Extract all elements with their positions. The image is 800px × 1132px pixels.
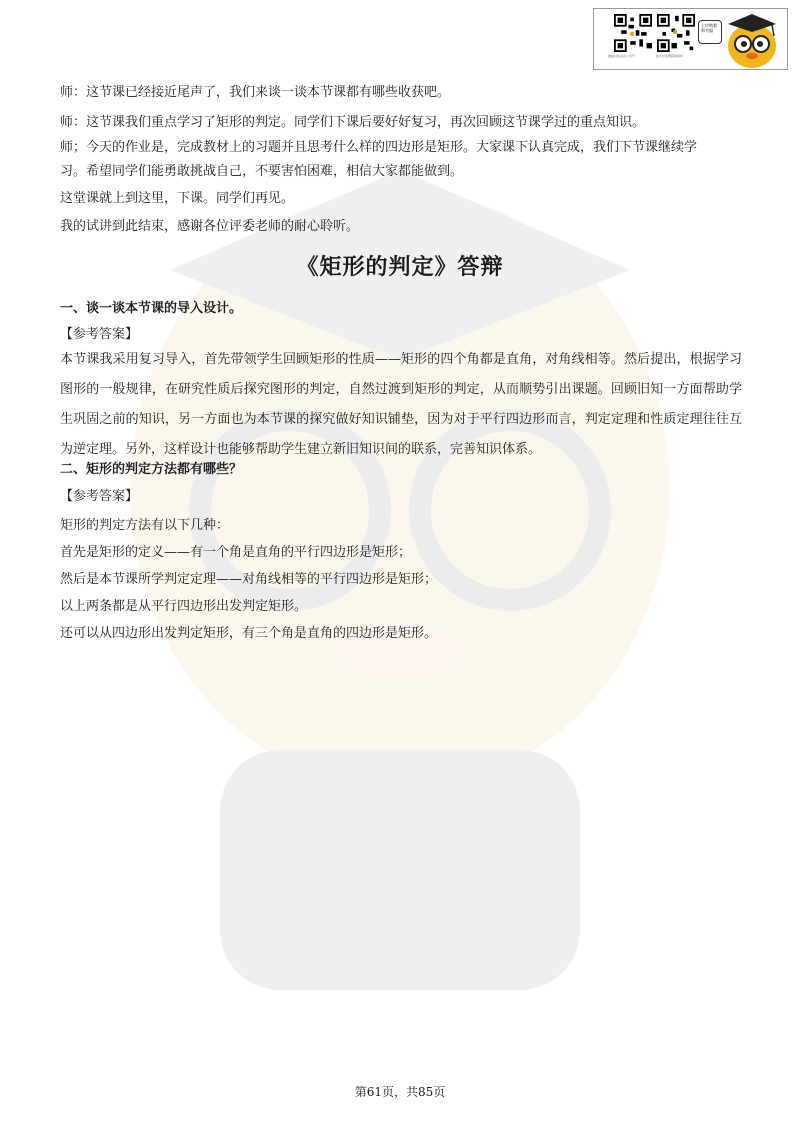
speech-bubble: 上岸鸭教师考编 [698,20,722,44]
dialogue-line: 我的试讲到此结束，感谢各位评委老师的耐心聆听。 [60,219,360,234]
page-title: 《矩形的判定》答辩 [296,254,504,280]
qr-caption-left: 微信扫码关注公众号 [608,54,636,58]
dialogue-line: 师：这节课我们重点学习了矩形的判定。同学们下课后要好好复习，再次回顾这节课学过的重点知识。 [60,115,646,130]
answer-line: 然后是本节课所学判定定理——对角线相等的平行四边形是矩形； [60,572,438,587]
dialogue-line: 师；今天的作业是，完成教材上的习题并且思考什么样的四边形是矩形。大家课下认真完成，我们下节课继续学 [60,140,698,155]
reference-label: 【参考答案】 [60,489,139,504]
dialogue-line: 习。希望同学们能勇敢挑战自己，不要害怕困难，相信大家都能做到。 [60,164,464,179]
question-heading: 二、矩形的判定方法都有哪些？ [60,462,243,477]
answer-line: 以上两条都是从平行四边形出发判定矩形。 [60,599,308,614]
dialogue-line: 这堂课就上到这里，下课。同学们再见。 [60,191,295,206]
qr-code-icon [614,14,652,52]
answer-line: 矩形的判定方法有以下几种： [60,518,230,533]
page-number: 第61页，共85页 [354,1085,446,1099]
duck-mascot-icon [722,12,782,69]
dialogue-line: 师：这节课已经接近尾声了，我们来谈一谈本节课都有哪些收获吧。 [60,85,451,100]
qr-code-icon [657,14,695,52]
header-qr-banner [593,8,788,70]
answer-paragraph: 本节课我采用复习导入，首先带领学生回顾矩形的性质——矩形的四个角都是直角，对角线相等。然后提出，根据学习图形的一般规律，在研究性质后探究图形的判定，自然过渡到矩形的判定，从而顺势引出课题。回顾旧知一方面帮助学生巩固之前的知识，另一方面也为本节课的探究做好知识铺垫，因为对于平行四边形而言，判定定理和性质定理往往互为逆定理。另外，这样设计也能够帮助学生建立新旧知识间的联系，完善知识体系。 [60,352,742,457]
reference-label: 【参考答案】 [60,327,139,342]
qr-caption-right: 加入交流群获取资料 [656,54,684,58]
answer-line: 还可以从四边形出发判定矩形，有三个角是直角的四边形是矩形。 [60,626,438,641]
question-heading: 一、谈一谈本节课的导入设计。 [60,301,243,316]
answer-line: 首先是矩形的定义——有一个角是直角的平行四边形是矩形； [60,545,412,560]
